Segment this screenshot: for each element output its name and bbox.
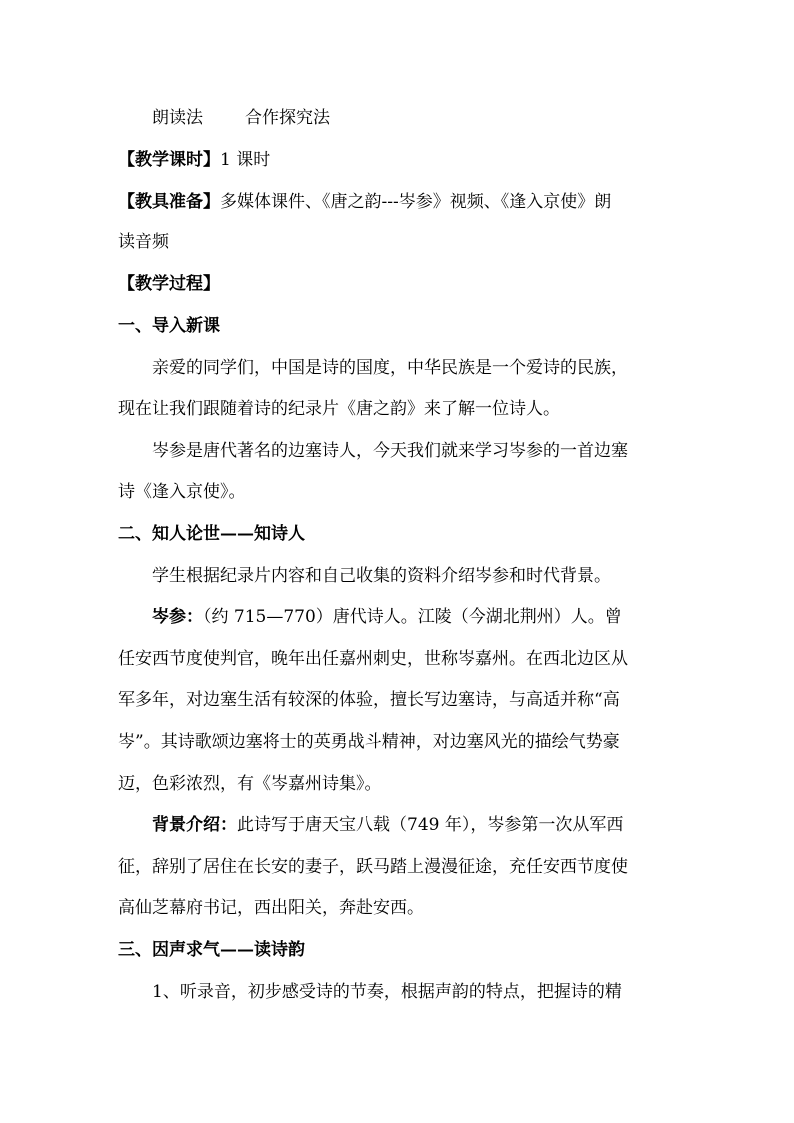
teaching-hours	[118, 148, 270, 172]
section-1-title: 一、导入新课	[118, 316, 220, 336]
teaching-tools-cont: 读音频	[118, 232, 169, 252]
process-title: 【教学过程】	[118, 274, 220, 294]
poet-bio-line-2: 任安西节度使判官，晚年出任嘉州刺史，世称岑嘉州。在西北边区从	[118, 649, 628, 669]
section-2-intro: 学生根据纪录片内容和自己收集的资料介绍岑参和时代背景。	[152, 566, 611, 586]
background-text: 此诗写于唐天宝八载（749 年），岑参第一次从军西	[237, 815, 624, 835]
background-line-3: 高仙芝幕府书记，西出阳关，奔赴安西。	[118, 898, 424, 918]
teaching-hours-label: 【教学课时】	[118, 150, 220, 170]
poet-bio-line-5: 迈，色彩浓烈，有《岑嘉州诗集》。	[118, 774, 382, 794]
teaching-hours-value: 1 课时	[220, 150, 271, 170]
method-reading: 朗读法	[152, 108, 203, 128]
teaching-tools-label: 【教具准备】	[118, 192, 220, 212]
teaching-tools-text: 多媒体课件、《唐之韵---岑参》视频、《逢入京使》朗	[220, 192, 612, 212]
poet-bio	[152, 605, 622, 629]
method-cooperative: 合作探究法	[245, 108, 330, 128]
background-label: 背景介绍：	[152, 815, 237, 835]
section-1-para-2-cont: 诗《逢入京使》。	[118, 482, 246, 502]
poet-bio-text: （约 715—770）唐代诗人。江陵（今湖北荆州）人。曾	[203, 607, 622, 627]
teaching-methods	[152, 106, 330, 130]
section-3-title: 三、因声求气——读诗韵	[118, 940, 305, 960]
background-intro	[152, 813, 623, 837]
section-3-item-1: 1、听录音，初步感受诗的节奏，根据声韵的特点，把握诗的精	[152, 982, 622, 1002]
teaching-tools	[118, 190, 611, 214]
background-line-2: 征，辞别了居住在长安的妻子，跃马踏上漫漫征途，充任安西节度使	[118, 857, 628, 877]
poet-bio-line-3: 军多年，对边塞生活有较深的体验，擅长写边塞诗，与高适并称“高	[118, 690, 620, 710]
section-2-title: 二、知人论世——知诗人	[118, 524, 305, 544]
poet-bio-line-4: 岑”。其诗歌颂边塞将士的英勇战斗精神，对边塞风光的描绘气势豪	[118, 732, 620, 752]
section-1-para-1: 亲爱的同学们，中国是诗的国度，中华民族是一个爱诗的民族，	[152, 358, 628, 378]
section-1-para-2: 岑参是唐代著名的边塞诗人，今天我们就来学习岑参的一首边塞	[152, 441, 628, 461]
section-1-para-1-cont: 现在让我们跟随着诗的纪录片《唐之韵》来了解一位诗人。	[118, 399, 560, 419]
poet-bio-label: 岑参：	[152, 607, 203, 627]
